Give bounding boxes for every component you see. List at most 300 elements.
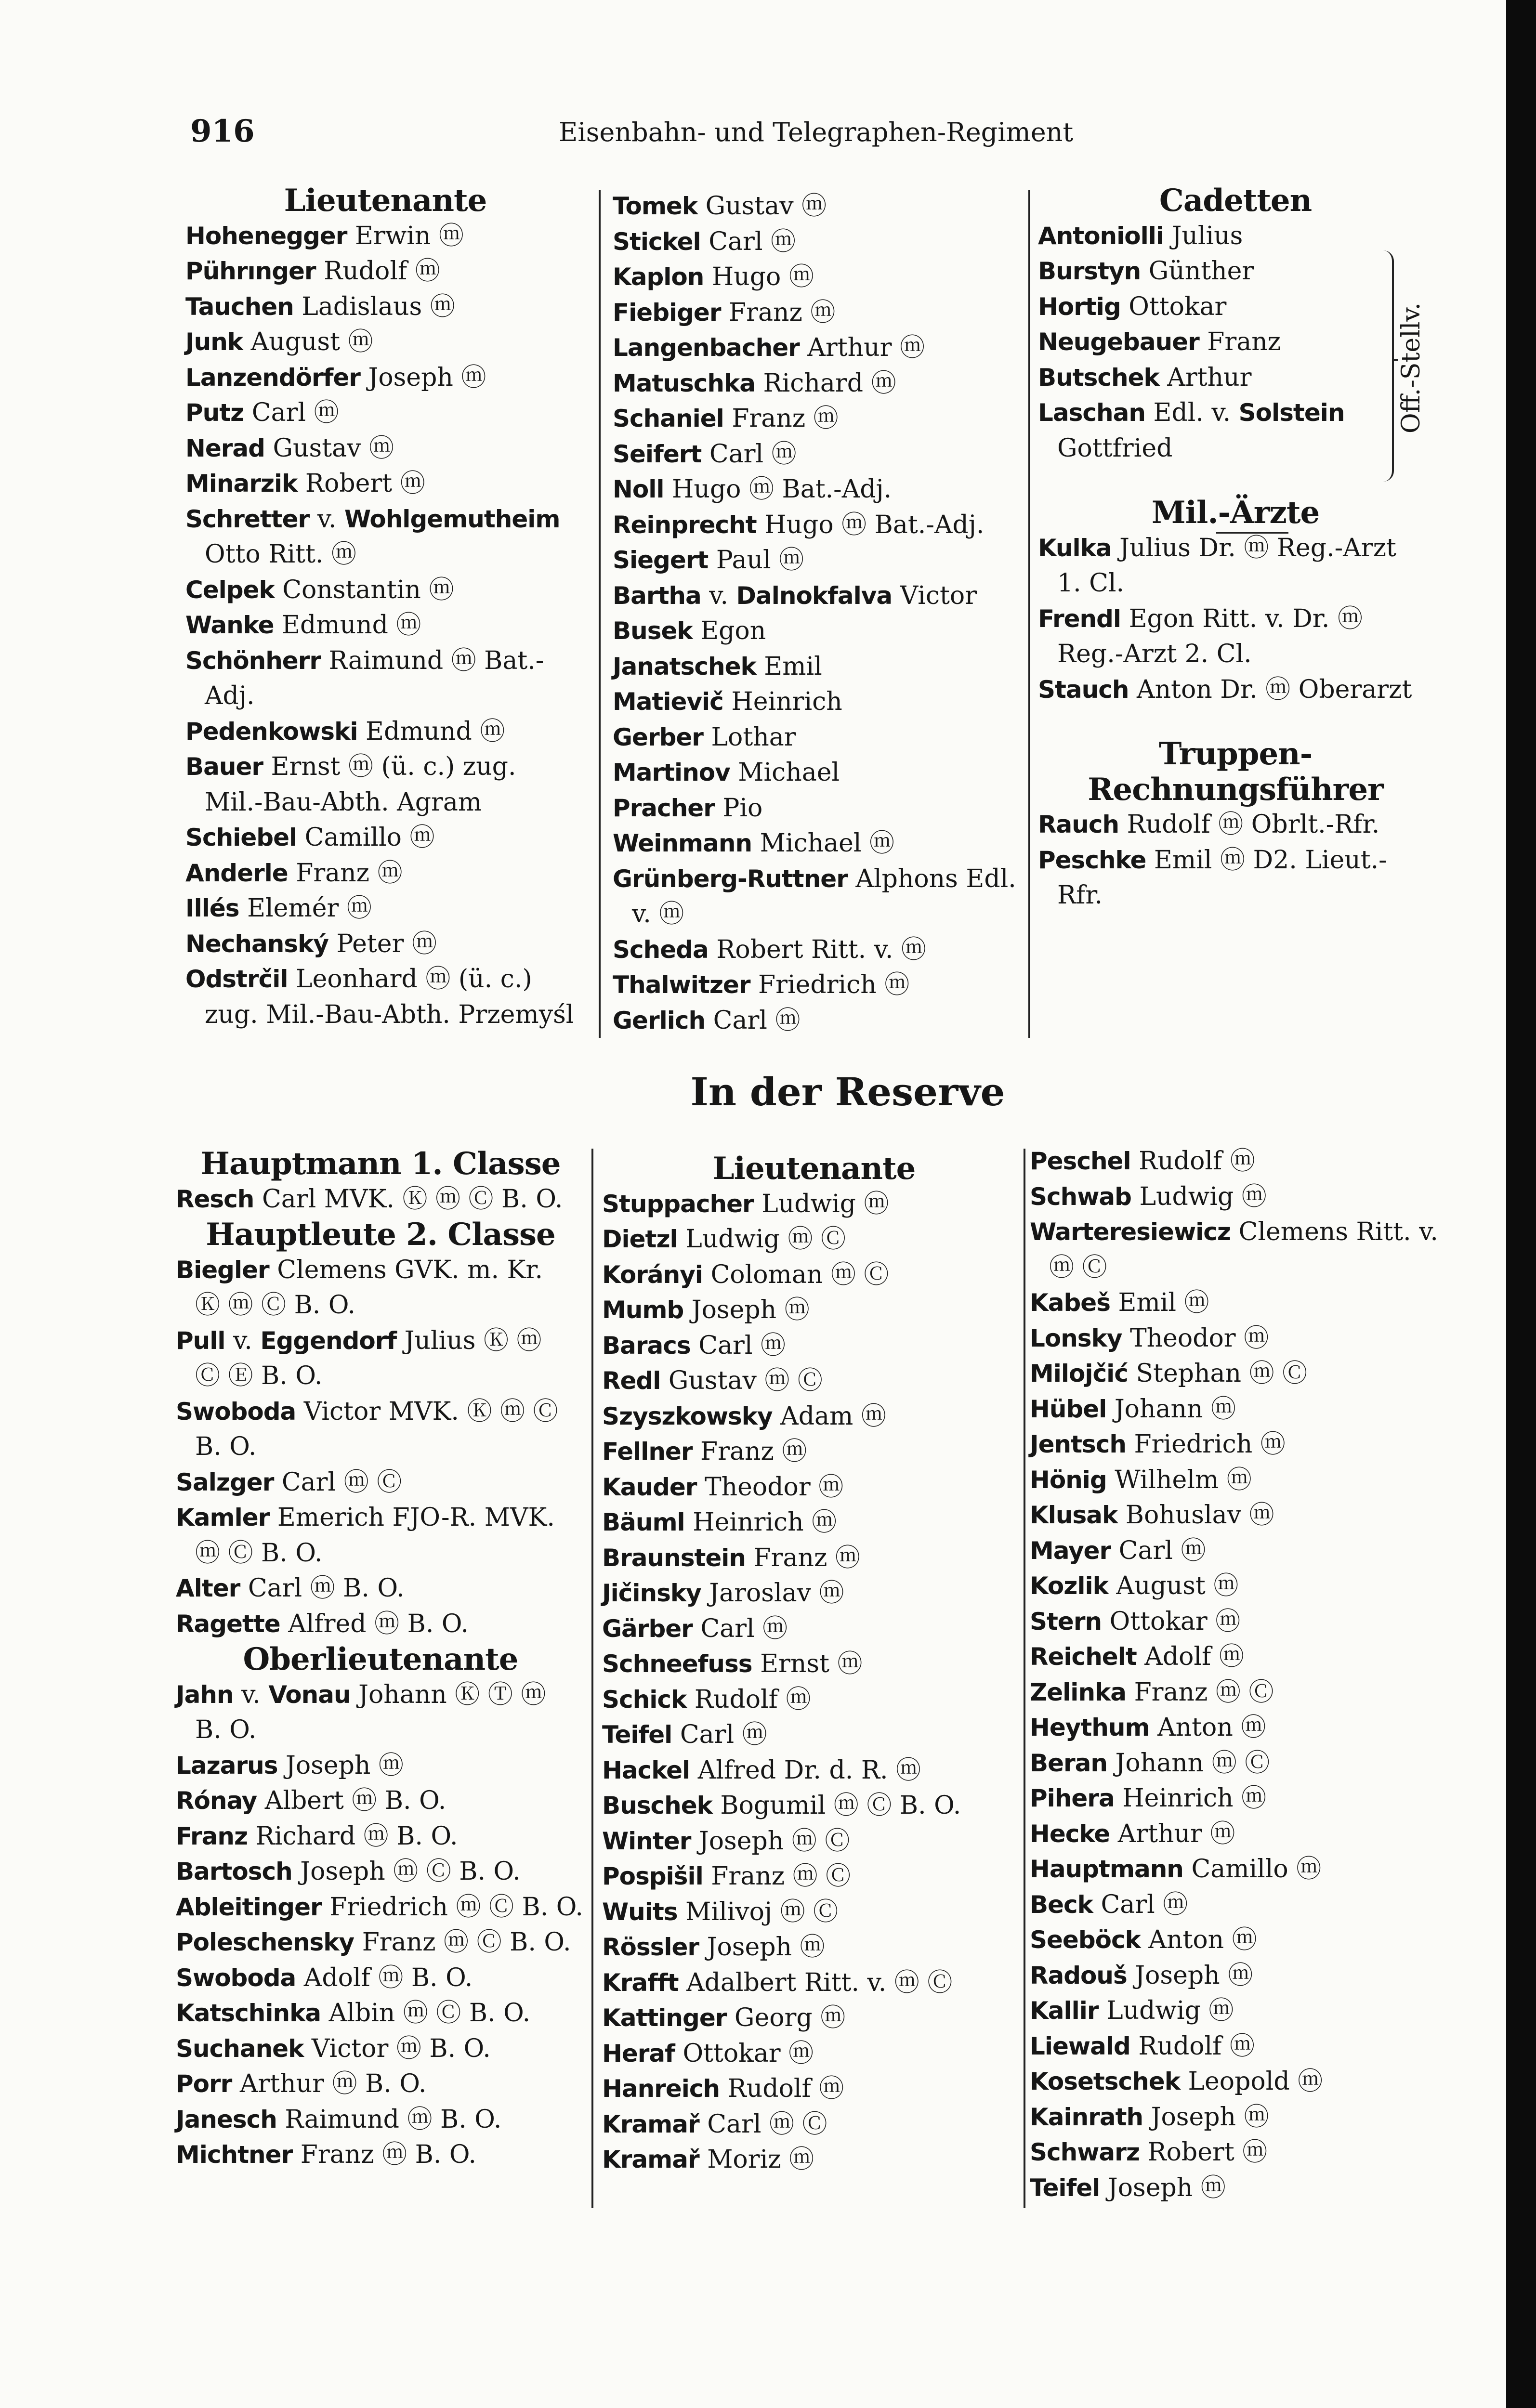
entry-detail: Joseph ⓜ [707, 1933, 825, 1962]
entry-detail: Carl ⓜ [1101, 1890, 1188, 1919]
roster-entry [602, 1470, 1026, 1505]
surname: Tauchen [185, 292, 294, 321]
roster-entry [185, 785, 585, 821]
entry-detail: Franz ⓜ Ⓒ B. O. [362, 1928, 571, 1957]
entry-detail: Ludwig ⓜ [761, 1189, 889, 1218]
surname: Winter [602, 1827, 691, 1855]
entry-detail: Franz ⓜ [729, 298, 836, 327]
surname: Kulka [1038, 534, 1112, 562]
roster-entry [602, 2036, 1026, 2072]
roster-entry [185, 289, 585, 325]
entry-detail: Adalbert Ritt. v. ⓜ Ⓒ [686, 1968, 953, 1997]
entry-detail: Rudolf ⓜ [727, 2074, 844, 2103]
entry-detail: Theodor ⓜ [1129, 1323, 1269, 1353]
roster-entry [613, 826, 1027, 862]
column-divider [599, 190, 601, 1038]
entry-detail: Friedrich ⓜ [758, 970, 910, 999]
entry-detail: Victor MVK. Ⓚ ⓜ Ⓒ [303, 1397, 558, 1426]
roster-entry [613, 472, 1027, 508]
surname: Ableitinger [176, 1893, 322, 1921]
entry-detail: Constantin ⓜ [282, 575, 454, 604]
roster-entry [613, 260, 1027, 295]
roster-entry [613, 897, 1027, 932]
roster-entry [602, 1753, 1026, 1789]
surname: Pospišil [602, 1862, 703, 1890]
surname: Celpek [185, 576, 275, 604]
roster-entry [613, 932, 1027, 968]
surname: Laschan [1038, 399, 1145, 427]
entry-detail: Rudolf ⓜ [1139, 1147, 1255, 1176]
column-officers-top-right [1038, 183, 1433, 914]
surname-predicate: Vonau [268, 1680, 351, 1709]
roster-entry [613, 614, 1027, 649]
surname: Beck [1030, 1890, 1093, 1919]
roster-entry [602, 1434, 1026, 1470]
roster-entry [1030, 1144, 1444, 1179]
entry-detail: Albin ⓜ Ⓒ B. O. [328, 1999, 531, 2028]
roster-entry [185, 608, 585, 643]
entry-detail: Joseph ⓜ [691, 1296, 810, 1324]
entry-detail: Peter ⓜ [336, 929, 437, 958]
entry-detail: Michael [738, 758, 840, 787]
entry-detail: Camillo ⓜ [304, 823, 435, 852]
roster-entry [185, 431, 585, 467]
entry-detail: Arthur [1167, 363, 1252, 392]
entry-detail: Otto Ritt. ⓜ [205, 540, 356, 569]
surname: Stuppacher [602, 1190, 754, 1218]
roster-entry [176, 1996, 585, 2031]
column-divider [591, 1149, 593, 2208]
entry-detail: Julius Dr. ⓜ Reg.-Arzt [1119, 533, 1396, 563]
entry-detail: Edmund ⓜ [366, 717, 505, 746]
surname: Martinov [613, 759, 730, 786]
roster-entry [1030, 1321, 1444, 1357]
surname: Beran [1030, 1749, 1108, 1777]
roster-entry [1038, 360, 1433, 396]
roster-entry [176, 1288, 585, 1323]
surname: Rauch [1038, 811, 1119, 838]
surname: Liewald [1030, 2032, 1130, 2060]
entry-detail: Robert ⓜ [305, 469, 425, 498]
roster-entry [176, 2031, 585, 2067]
roster-entry [602, 1717, 1026, 1753]
roster-entry [176, 1323, 585, 1359]
roster-entry [185, 679, 585, 714]
page-header [190, 113, 1438, 157]
surname-predicate: Eggendorf [260, 1326, 397, 1355]
roster-entry [613, 330, 1027, 366]
entry-detail: Johann ⓜ Ⓒ [1115, 1748, 1270, 1778]
entry-detail: Carl ⓜ [680, 1720, 767, 1749]
entry-detail: Richard ⓜ B. O. [255, 1821, 458, 1851]
roster-entry [602, 1895, 1026, 1930]
roster-entry [613, 684, 1027, 720]
roster-entry [1030, 1923, 1444, 1958]
entry-detail: Carl ⓜ [700, 1614, 788, 1643]
surname: Reichelt [1030, 1643, 1137, 1671]
roster-entry [185, 643, 585, 679]
roster-entry [613, 755, 1027, 791]
roster-entry [185, 573, 585, 608]
scan-edge [1506, 0, 1536, 2408]
surname: Schwab [1030, 1182, 1131, 1211]
surname: Hönig [1030, 1466, 1107, 1494]
surname: Hortig [1038, 292, 1121, 321]
entry-detail: Ernst ⓜ [760, 1649, 863, 1678]
surname: Heythum [1030, 1714, 1150, 1741]
surname: Odstrčil [185, 965, 288, 993]
entry-detail: Edl. v. [1153, 398, 1239, 427]
surname: Tomek [613, 192, 698, 220]
roster-entry [185, 714, 585, 750]
surname: Kramař [602, 2110, 699, 2138]
entry-detail: Joseph ⓜ [1107, 2173, 1226, 2202]
surname: Kaplon [613, 263, 704, 291]
entry-detail: Günther [1148, 257, 1254, 286]
entry-detail: Anton Dr. ⓜ Oberarzt [1137, 675, 1412, 704]
entry-detail: Bogumil ⓜ Ⓒ B. O. [720, 1791, 961, 1820]
entry-detail: Gustav ⓜ [273, 433, 394, 463]
roster-entry [185, 537, 585, 573]
entry-detail: Richard ⓜ [763, 368, 896, 398]
entry-detail: Johann ⓜ [1114, 1394, 1236, 1424]
roster-entry [176, 1536, 585, 1571]
section-heading: Oberlieutenante [243, 1641, 518, 1677]
roster-entry [1030, 1746, 1444, 1781]
surname: Stauch [1038, 675, 1129, 704]
roster-entry [613, 366, 1027, 402]
surname: Janesch [176, 2105, 277, 2133]
offstellv-label: Off.-Stellv. [1397, 302, 1426, 433]
surname: Zelinka [1030, 1678, 1127, 1706]
entry-detail: ⓜ Ⓒ B. O. [195, 1538, 323, 1568]
roster-entry [176, 1713, 585, 1748]
entry-detail: Moriz ⓜ [707, 2145, 814, 2174]
entry-detail: Robert Ritt. v. ⓜ [716, 935, 926, 964]
entry-detail: Carl MVK. Ⓚ ⓜ Ⓒ B. O. [262, 1184, 563, 1214]
surname: Wuits [602, 1898, 678, 1926]
entry-detail: Michael ⓜ [760, 829, 895, 858]
surname: Peschke [1038, 846, 1146, 874]
surname: Wanke [185, 611, 274, 639]
surname: Grünberg-Ruttner [613, 864, 848, 893]
entry-detail: Carl ⓜ [1118, 1536, 1206, 1565]
entry-detail: Joseph ⓜ [1135, 1961, 1253, 1990]
surname: Bauer [185, 753, 263, 781]
entry-detail: Carl ⓜ [698, 1331, 786, 1360]
surname: Gerlich [613, 1006, 706, 1034]
entry-detail: Georg ⓜ [734, 2003, 846, 2032]
entry-detail: v. [233, 1326, 261, 1355]
roster-entry [176, 2067, 585, 2102]
roster-entry [1038, 878, 1433, 914]
entry-detail: Ladislaus ⓜ [302, 292, 455, 321]
surname: Ragette [176, 1610, 280, 1638]
roster-entry [176, 1961, 585, 1996]
entry-detail: Ottokar ⓜ [1109, 1607, 1241, 1636]
surname: Neugebauer [1038, 328, 1199, 356]
roster-entry [602, 1363, 1026, 1399]
entry-detail: B. O. [195, 1432, 257, 1461]
surname: Kosetschek [1030, 2068, 1180, 2095]
surname: Jičinsky [602, 1579, 701, 1607]
roster-entry [185, 997, 585, 1033]
entry-detail: Theodor ⓜ [704, 1472, 844, 1502]
surname: Kainrath [1030, 2103, 1143, 2131]
surname: Illés [185, 894, 239, 922]
surname: Gärber [602, 1614, 693, 1643]
roster-entry [602, 1541, 1026, 1576]
surname: Schwarz [1030, 2138, 1140, 2166]
roster-entry [1038, 672, 1433, 708]
roster-entry [1030, 1675, 1444, 1711]
roster-entry [176, 2102, 585, 2138]
surname: Mayer [1030, 1536, 1111, 1565]
entry-detail: Rudolf ⓜ [1138, 2031, 1255, 2061]
entry-detail: Julius [1171, 221, 1243, 250]
entry-detail: Pio [722, 793, 763, 823]
surname: Salzger [176, 1468, 274, 1496]
entry-detail: Carl ⓜ [251, 398, 339, 427]
entry-detail: Anton ⓜ [1148, 1925, 1257, 1954]
surname: Schönherr [185, 646, 321, 675]
surname: Redl [602, 1367, 661, 1395]
surname: Kauder [602, 1473, 697, 1501]
surname: Porr [176, 2070, 232, 2098]
separator-rule [1216, 532, 1288, 534]
entry-detail: Hugo ⓜ [711, 262, 814, 291]
roster-entry [602, 1965, 1026, 2001]
roster-entry [1030, 1817, 1444, 1852]
roster-entry [185, 820, 585, 856]
roster-entry [602, 1682, 1026, 1718]
entry-detail: Lothar [711, 722, 796, 752]
roster-entry [602, 1293, 1026, 1328]
roster-entry [613, 543, 1027, 578]
roster-entry [176, 1359, 585, 1394]
entry-detail: Joseph ⓜ [286, 1751, 404, 1780]
surname: Braunstein [602, 1544, 746, 1572]
roster-entry [602, 1824, 1026, 1859]
surname: Alter [176, 1574, 240, 1602]
entry-detail: Ⓒ Ⓔ B. O. [195, 1361, 323, 1390]
section-heading: Mil.-Ärzte [1151, 495, 1320, 531]
surname: Kattinger [602, 2004, 727, 2032]
roster-entry [185, 856, 585, 891]
surname: Junk [185, 328, 243, 356]
roster-entry [613, 401, 1027, 437]
roster-entry [602, 2107, 1026, 2143]
entry-detail: Alfred Dr. d. R. ⓜ [697, 1755, 921, 1785]
roster-entry [176, 1925, 585, 1961]
entry-detail: Stephan ⓜ Ⓒ [1136, 1359, 1308, 1388]
entry-detail: Rudolf ⓜ [324, 257, 440, 286]
surname: Bartha [613, 581, 701, 610]
surname: Noll [613, 475, 664, 503]
entry-detail: Carl ⓜ B. O. [248, 1574, 405, 1603]
roster-entry [602, 1222, 1026, 1257]
roster-entry [1030, 1958, 1444, 1994]
roster-entry [602, 1930, 1026, 1965]
surname: Dietzl [602, 1225, 678, 1253]
entry-detail: Jaroslav ⓜ [709, 1579, 844, 1608]
roster-entry [602, 1187, 1026, 1222]
entry-detail: Adolf ⓜ B. O. [303, 1963, 473, 1992]
surname: Michtner [176, 2141, 293, 2169]
surname: Kozlik [1030, 1572, 1108, 1600]
roster-entry [602, 1647, 1026, 1682]
roster-entry [185, 891, 585, 927]
surname: Pull [176, 1326, 225, 1355]
roster-entry [1030, 1392, 1444, 1427]
entry-detail: Johann Ⓚ Ⓣ ⓜ [350, 1680, 546, 1709]
surname: Janatschek [613, 652, 756, 681]
surname: Burstyn [1038, 257, 1141, 285]
roster-entry [602, 1576, 1026, 1611]
entry-detail: Heinrich ⓜ [693, 1508, 837, 1537]
surname: Frendl [1038, 604, 1121, 633]
surname: Teifel [602, 1721, 672, 1749]
roster-entry [613, 791, 1027, 826]
surname: Pührınger [185, 257, 316, 285]
entry-detail: Franz ⓜ [296, 858, 403, 888]
entry-detail: Gottfried [1057, 433, 1173, 463]
surname: Lazarus [176, 1751, 278, 1780]
entry-detail: Egon Ritt. v. Dr. ⓜ [1129, 604, 1363, 633]
entry-detail: Egon [700, 616, 766, 645]
roster-entry [176, 1854, 585, 1890]
entry-detail: v. [317, 504, 344, 534]
entry-detail: Adj. [205, 681, 255, 710]
entry-detail: Franz [1207, 327, 1281, 356]
entry-detail: Emil ⓜ [1118, 1288, 1209, 1317]
surname: Hanreich [602, 2075, 720, 2103]
surname: Swoboda [176, 1397, 296, 1426]
roster-entry [1030, 1427, 1444, 1463]
section-heading: Cadetten [1159, 183, 1312, 219]
roster-entry [1030, 1852, 1444, 1887]
surname: Krafft [602, 1968, 679, 1997]
surname: Schaniel [613, 405, 724, 432]
roster-entry [176, 1182, 585, 1217]
roster-entry [185, 962, 585, 997]
entry-detail: Raimund ⓜ Bat.- [328, 646, 544, 675]
surname: Kallir [1030, 1997, 1099, 2025]
entry-detail: Alphons Edl. [855, 864, 1016, 893]
entry-detail: Franz ⓜ [732, 404, 839, 433]
entry-detail: Victor [892, 581, 977, 610]
column-reserve-middle [602, 1151, 1026, 2178]
roster-entry [1030, 1993, 1444, 2029]
roster-entry [185, 360, 585, 396]
surname: Poleschensky [176, 1928, 354, 1956]
column-reserve-right [1030, 1144, 1444, 2206]
entry-detail: Arthur ⓜ [1117, 1819, 1235, 1848]
surname: Klusak [1030, 1501, 1118, 1529]
entry-detail: v. [241, 1680, 269, 1709]
entry-detail: Adam ⓜ [780, 1401, 886, 1431]
surname: Gerber [613, 723, 703, 751]
surname: Baracs [602, 1331, 691, 1360]
roster-entry [602, 1257, 1026, 1293]
surname: Hohenegger [185, 222, 347, 250]
roster-entry [613, 649, 1027, 685]
roster-entry [1030, 1250, 1444, 1286]
page-number: 916 [190, 113, 255, 149]
surname: Szyszkowsky [602, 1402, 773, 1430]
entry-detail: August ⓜ [250, 327, 373, 356]
entry-detail: Franz ⓜ B. O. [300, 2140, 477, 2169]
entry-detail: Heinrich ⓜ [1122, 1784, 1267, 1813]
surname: Radouš [1030, 1961, 1127, 1989]
roster-entry [613, 720, 1027, 756]
roster-entry [602, 2142, 1026, 2178]
roster-entry [176, 1253, 585, 1288]
roster-entry [1030, 1604, 1444, 1640]
roster-entry [613, 508, 1027, 543]
entry-detail: Franz ⓜ Ⓒ [711, 1862, 851, 1891]
surname: Hübel [1030, 1395, 1107, 1423]
entry-detail: Joseph ⓜ [368, 363, 486, 392]
entry-detail: Robert ⓜ [1147, 2138, 1268, 2167]
roster-entry [1030, 1179, 1444, 1215]
entry-detail: Friedrich ⓜ Ⓒ B. O. [329, 1892, 583, 1922]
entry-detail: v. [709, 581, 736, 610]
entry-detail: Carl ⓜ [713, 1006, 801, 1035]
surname: Milojčić [1030, 1360, 1128, 1387]
roster-entry [1030, 1463, 1444, 1498]
entry-detail: Ernst ⓜ (ü. c.) zug. [271, 752, 516, 781]
entry-detail: Arthur ⓜ B. O. [239, 2069, 427, 2098]
entry-detail: Leonhard ⓜ (ü. c.) [296, 965, 532, 994]
column-officers-top-left [185, 183, 585, 1033]
surname-predicate: Dalnokfalva [736, 581, 893, 610]
entry-detail: Adolf ⓜ [1144, 1642, 1244, 1671]
entry-detail: Clemens GVK. m. Kr. [277, 1255, 543, 1284]
roster-entry [1038, 566, 1433, 602]
surname: Schiebel [185, 824, 297, 851]
column-divider [1028, 190, 1030, 1038]
surname: Hauptmann [1030, 1855, 1183, 1883]
entry-detail: Clemens Ritt. v. [1238, 1217, 1438, 1246]
roster-entry [1030, 1569, 1444, 1604]
brace [1381, 250, 1394, 482]
roster-entry [1038, 395, 1433, 431]
roster-entry [613, 578, 1027, 614]
entry-detail: Victor ⓜ B. O. [311, 2034, 491, 2063]
entry-detail: Bohuslav ⓜ [1125, 1501, 1274, 1530]
entry-detail: Ottokar [1129, 292, 1227, 321]
roster-entry [1030, 2171, 1444, 2206]
roster-entry [602, 1399, 1026, 1435]
surname: Bäuml [602, 1508, 685, 1536]
roster-entry [185, 254, 585, 289]
roster-entry [185, 502, 585, 537]
surname: Swoboda [176, 1963, 296, 1992]
surname: Resch [176, 1185, 254, 1213]
roster-entry [1038, 254, 1433, 289]
entry-detail: Emerich FJO-R. MVK. [277, 1503, 555, 1532]
entry-detail: Gustav ⓜ Ⓒ [668, 1366, 823, 1395]
surname: Franz [176, 1822, 248, 1850]
entry-detail: Rudolf ⓜ [694, 1685, 811, 1714]
surname: Antoniolli [1038, 222, 1164, 250]
entry-detail: Heinrich [731, 687, 842, 716]
roster-entry [185, 749, 585, 785]
entry-detail: ⓜ Ⓒ [1049, 1253, 1107, 1282]
surname: Stern [1030, 1607, 1102, 1636]
surname: Fellner [602, 1438, 693, 1466]
